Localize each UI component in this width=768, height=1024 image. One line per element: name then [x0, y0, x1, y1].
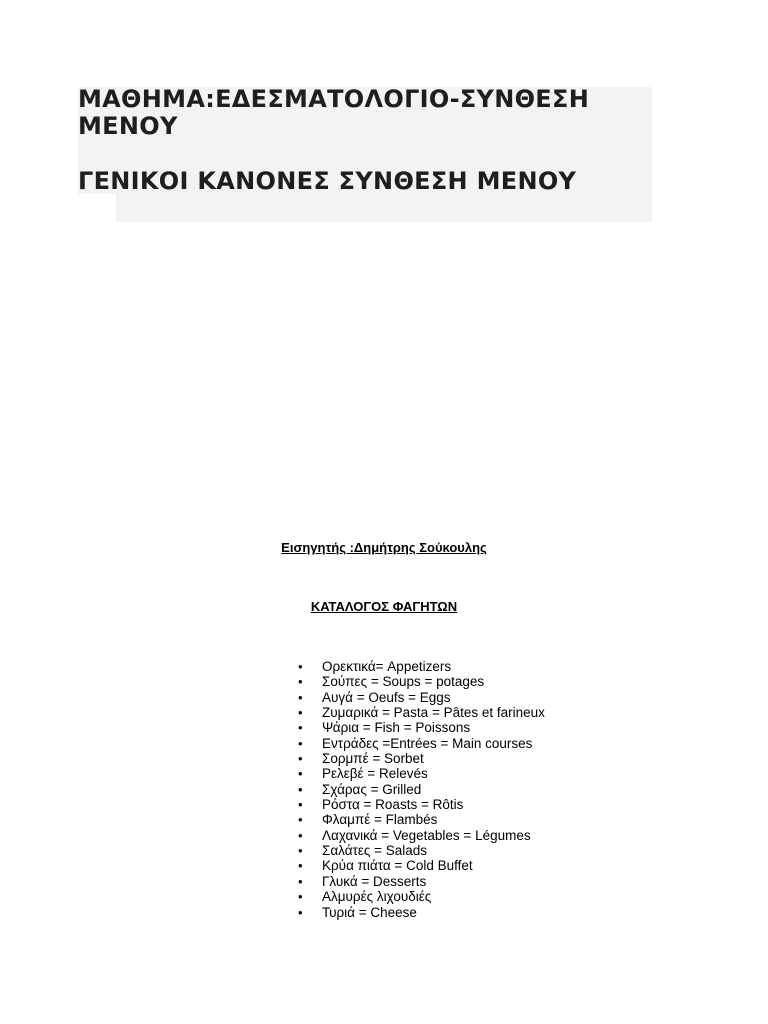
list-item: [298, 843, 718, 858]
list-item: [298, 905, 718, 920]
bullet-icon: •: [298, 766, 303, 782]
list-item-text: Ψάρια = Fish = Poissons: [322, 720, 471, 736]
title-block: [78, 86, 652, 195]
bullet-icon: •: [298, 797, 303, 813]
list-item-text: Ζυμαρικά = Pasta = Pâtes et farineux: [322, 705, 545, 721]
bullet-icon: •: [298, 889, 303, 905]
bullet-icon: •: [298, 781, 303, 797]
list-item: [298, 797, 718, 812]
list-item-text: Κρύα πιάτα = Cold Buffet: [322, 858, 473, 874]
bullet-icon: •: [298, 720, 303, 736]
bullet-icon: •: [298, 812, 303, 828]
bullet-icon: •: [298, 873, 303, 889]
list-item-text: Σαλάτες = Salads: [322, 843, 428, 859]
list-item: [298, 766, 718, 781]
list-item-text: Αυγά = Oeufs = Eggs: [322, 689, 451, 705]
title-background-extension: [116, 193, 652, 222]
list-item: [298, 874, 718, 889]
list-item: [298, 889, 718, 904]
list-item-text: Αλμυρές λιχουδιές: [322, 889, 432, 905]
list-item: [298, 858, 718, 873]
bullet-icon: •: [298, 904, 303, 920]
bullet-icon: •: [298, 689, 303, 705]
list-item-text: Εντράδες =Entrées = Main courses: [322, 735, 533, 751]
list-item: [298, 812, 718, 827]
list-item-text: Ορεκτικά= Appetizers: [322, 659, 452, 674]
list-item: [298, 751, 718, 766]
bullet-icon: •: [298, 674, 303, 690]
list-item: [298, 782, 718, 797]
list-item: [298, 720, 718, 735]
instructor-line: Εισηγητής :Δημήτρης Σούκουλης: [281, 540, 487, 555]
list-item: [298, 674, 718, 689]
bullet-icon: •: [298, 827, 303, 843]
food-catalog-list: [298, 659, 718, 920]
list-item: [298, 690, 718, 705]
list-item-text: Σορμπέ = Sorbet: [322, 751, 424, 767]
list-item-text: Φλαμπέ = Flambés: [322, 812, 438, 828]
list-item: [298, 736, 718, 751]
list-item: [298, 705, 718, 720]
list-item-text: Σούπες = Soups = potages: [322, 674, 485, 690]
bullet-icon: •: [298, 843, 303, 859]
list-item-text: Τυριά = Cheese: [322, 904, 417, 920]
list-item: [298, 659, 718, 674]
bullet-icon: •: [298, 858, 303, 874]
bullet-icon: •: [298, 659, 303, 674]
list-item-text: Λαχανικά = Vegetables = Légumes: [322, 827, 531, 843]
catalog-heading: ΚΑΤΑΛΟΓΟΣ ΦΑΓΗΤΩΝ: [310, 599, 458, 614]
bullet-icon: •: [298, 705, 303, 721]
bullet-icon: •: [298, 735, 303, 751]
list-item-text: Ρόστα = Roasts = Rôtis: [322, 797, 464, 813]
document-title: ΜΑΘΗΜΑ:ΕΔΕΣΜΑΤΟΛΟΓΙΟ-ΣΥΝΘΕΣΗ ΜΕΝΟΥ: [78, 85, 590, 140]
list-item-text: Ρελεβέ = Relevés: [322, 766, 428, 782]
bullet-icon: •: [298, 751, 303, 767]
list-item-text: Γλυκά = Desserts: [322, 873, 427, 889]
document-subtitle: ΓΕΝΙΚΟΙ ΚΑΝΟΝΕΣ ΣΥΝΘΕΣΗ ΜΕΝΟΥ: [78, 167, 577, 195]
list-item: [298, 828, 718, 843]
list-item-text: Σχάρας = Grilled: [322, 781, 422, 797]
